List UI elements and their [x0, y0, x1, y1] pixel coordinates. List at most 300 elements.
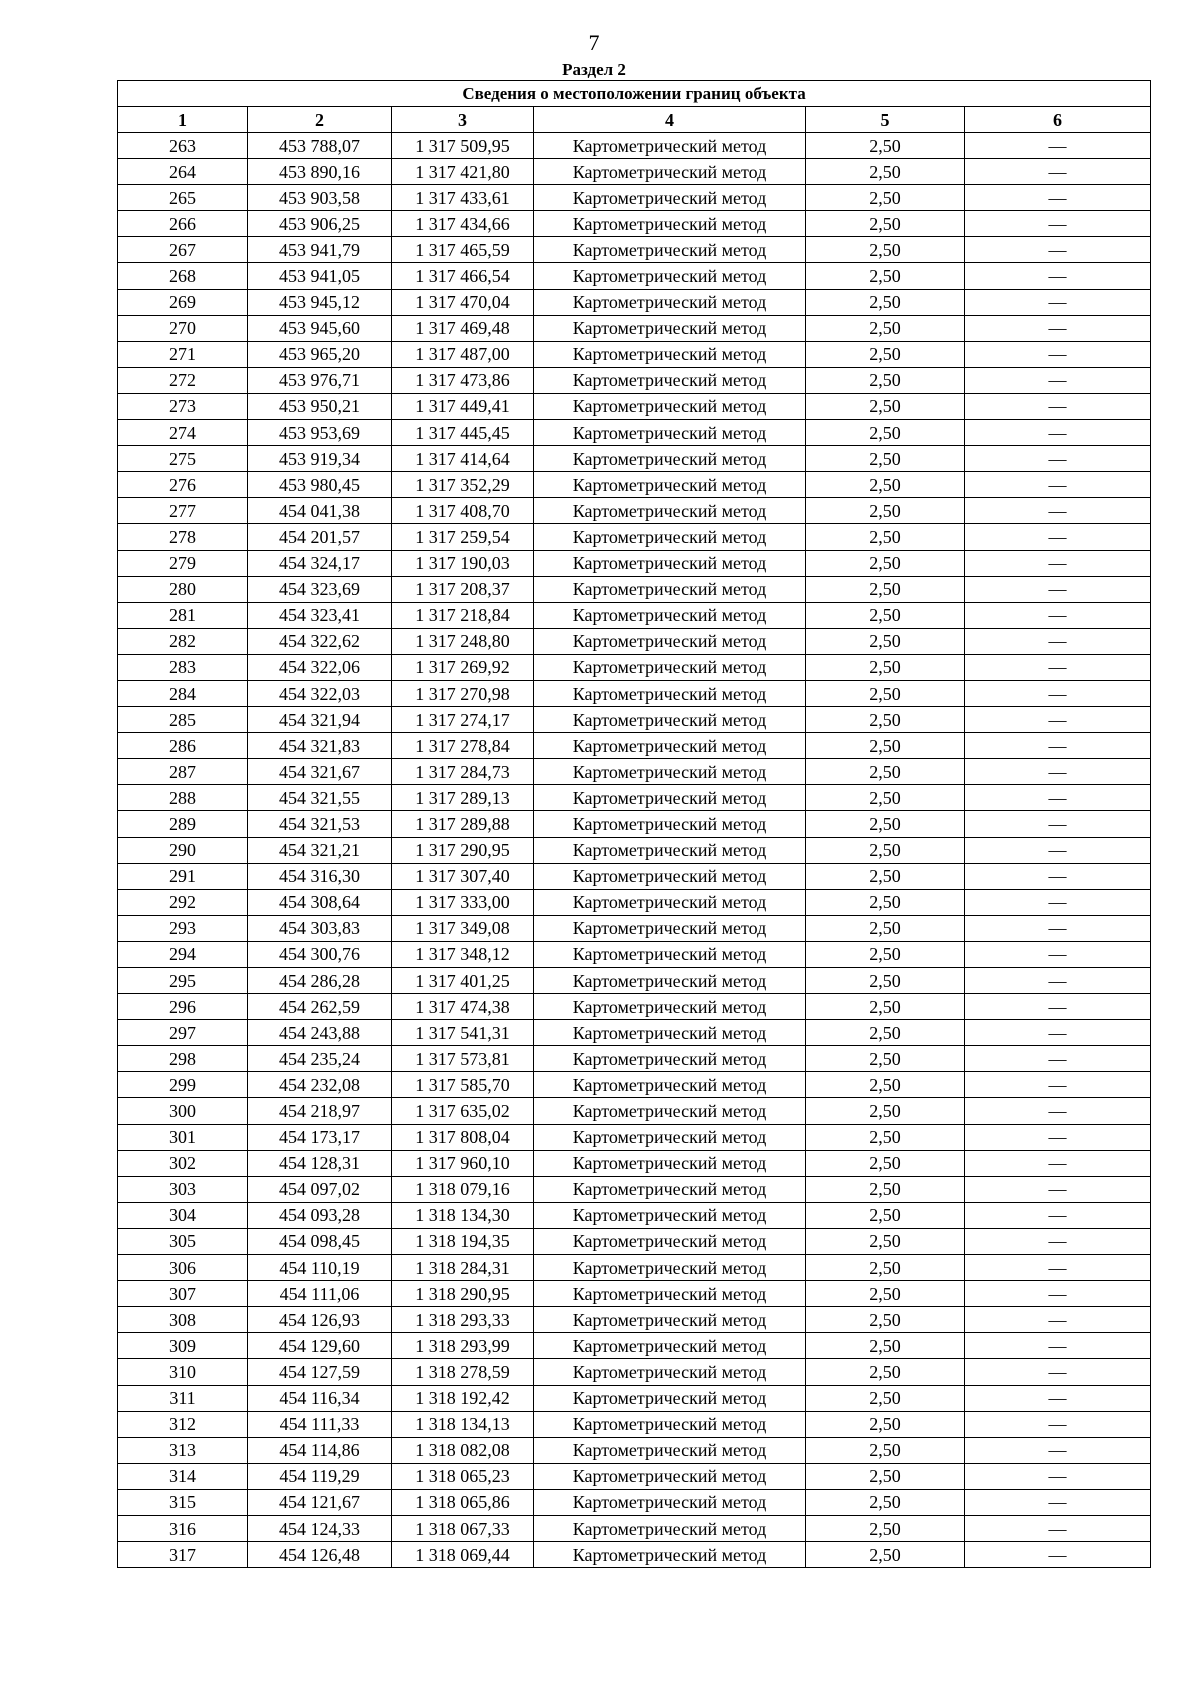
x-coordinate-cell: 454 173,17	[248, 1124, 392, 1150]
method-cell: Картометрический метод	[534, 941, 806, 967]
point-number-cell: 304	[118, 1202, 248, 1228]
method-cell: Картометрический метод	[534, 863, 806, 889]
table-row	[118, 1020, 1151, 1046]
x-coordinate-cell: 454 321,21	[248, 837, 392, 863]
description-cell: —	[965, 367, 1151, 393]
method-cell: Картометрический метод	[534, 289, 806, 315]
description-cell: —	[965, 1228, 1151, 1254]
accuracy-cell: 2,50	[806, 915, 965, 941]
y-coordinate-cell: 1 318 082,08	[392, 1437, 534, 1463]
accuracy-cell: 2,50	[806, 367, 965, 393]
y-coordinate-cell: 1 317 466,54	[392, 263, 534, 289]
accuracy-cell: 2,50	[806, 863, 965, 889]
description-cell: —	[965, 994, 1151, 1020]
description-cell: —	[965, 1124, 1151, 1150]
x-coordinate-cell: 454 321,55	[248, 785, 392, 811]
y-coordinate-cell: 1 318 134,30	[392, 1202, 534, 1228]
accuracy-cell: 2,50	[806, 1307, 965, 1333]
y-coordinate-cell: 1 317 509,95	[392, 133, 534, 159]
description-cell: —	[965, 628, 1151, 654]
x-coordinate-cell: 454 201,57	[248, 524, 392, 550]
method-cell: Картометрический метод	[534, 498, 806, 524]
x-coordinate-cell: 454 321,67	[248, 759, 392, 785]
section-title: Раздел 2	[562, 60, 626, 79]
description-cell: —	[965, 1489, 1151, 1515]
accuracy-cell: 2,50	[806, 289, 965, 315]
y-coordinate-cell: 1 317 284,73	[392, 759, 534, 785]
y-coordinate-cell: 1 317 470,04	[392, 289, 534, 315]
table-row	[118, 263, 1151, 289]
accuracy-cell: 2,50	[806, 1072, 965, 1098]
table-row	[118, 1255, 1151, 1281]
table-row	[118, 837, 1151, 863]
accuracy-cell: 2,50	[806, 889, 965, 915]
method-cell: Картометрический метод	[534, 628, 806, 654]
y-coordinate-cell: 1 317 348,12	[392, 941, 534, 967]
y-coordinate-cell: 1 317 960,10	[392, 1150, 534, 1176]
method-cell: Картометрический метод	[534, 1228, 806, 1254]
y-coordinate-cell: 1 318 192,42	[392, 1385, 534, 1411]
y-coordinate-cell: 1 317 352,29	[392, 472, 534, 498]
table-row	[118, 1176, 1151, 1202]
table-caption-row	[118, 81, 1151, 107]
description-cell: —	[965, 915, 1151, 941]
accuracy-cell: 2,50	[806, 1202, 965, 1228]
column-header: 5	[806, 107, 965, 133]
x-coordinate-cell: 454 128,31	[248, 1150, 392, 1176]
point-number-cell: 266	[118, 211, 248, 237]
x-coordinate-cell: 453 953,69	[248, 420, 392, 446]
x-coordinate-cell: 454 041,38	[248, 498, 392, 524]
description-cell: —	[965, 420, 1151, 446]
method-cell: Картометрический метод	[534, 707, 806, 733]
y-coordinate-cell: 1 317 401,25	[392, 968, 534, 994]
point-number-cell: 295	[118, 968, 248, 994]
y-coordinate-cell: 1 317 465,59	[392, 237, 534, 263]
table-row	[118, 707, 1151, 733]
y-coordinate-cell: 1 318 065,23	[392, 1463, 534, 1489]
column-header: 6	[965, 107, 1151, 133]
accuracy-cell: 2,50	[806, 1098, 965, 1124]
method-cell: Картометрический метод	[534, 837, 806, 863]
description-cell: —	[965, 1385, 1151, 1411]
accuracy-cell: 2,50	[806, 159, 965, 185]
table-row	[118, 1202, 1151, 1228]
table-row	[118, 863, 1151, 889]
table-row	[118, 1463, 1151, 1489]
method-cell: Картометрический метод	[534, 1411, 806, 1437]
accuracy-cell: 2,50	[806, 1463, 965, 1489]
point-number-cell: 303	[118, 1176, 248, 1202]
method-cell: Картометрический метод	[534, 968, 806, 994]
method-cell: Картометрический метод	[534, 185, 806, 211]
method-cell: Картометрический метод	[534, 602, 806, 628]
method-cell: Картометрический метод	[534, 759, 806, 785]
table-row	[118, 550, 1151, 576]
method-cell: Картометрический метод	[534, 1255, 806, 1281]
accuracy-cell: 2,50	[806, 1255, 965, 1281]
table-row	[118, 1228, 1151, 1254]
point-number-cell: 317	[118, 1542, 248, 1568]
method-cell: Картометрический метод	[534, 367, 806, 393]
method-cell: Картометрический метод	[534, 1176, 806, 1202]
accuracy-cell: 2,50	[806, 1385, 965, 1411]
accuracy-cell: 2,50	[806, 341, 965, 367]
description-cell: —	[965, 1333, 1151, 1359]
point-number-cell: 283	[118, 654, 248, 680]
method-cell: Картометрический метод	[534, 341, 806, 367]
accuracy-cell: 2,50	[806, 550, 965, 576]
method-cell: Картометрический метод	[534, 472, 806, 498]
x-coordinate-cell: 453 945,60	[248, 315, 392, 341]
description-cell: —	[965, 1098, 1151, 1124]
description-cell: —	[965, 472, 1151, 498]
point-number-cell: 281	[118, 602, 248, 628]
point-number-cell: 285	[118, 707, 248, 733]
x-coordinate-cell: 454 321,94	[248, 707, 392, 733]
point-number-cell: 300	[118, 1098, 248, 1124]
method-cell: Картометрический метод	[534, 1124, 806, 1150]
x-coordinate-cell: 453 919,34	[248, 446, 392, 472]
accuracy-cell: 2,50	[806, 1359, 965, 1385]
description-cell: —	[965, 1072, 1151, 1098]
x-coordinate-cell: 453 903,58	[248, 185, 392, 211]
point-number-cell: 279	[118, 550, 248, 576]
y-coordinate-cell: 1 317 307,40	[392, 863, 534, 889]
point-number-cell: 276	[118, 472, 248, 498]
method-cell: Картометрический метод	[534, 315, 806, 341]
x-coordinate-cell: 453 950,21	[248, 393, 392, 419]
method-cell: Картометрический метод	[534, 1542, 806, 1568]
accuracy-cell: 2,50	[806, 420, 965, 446]
table-row	[118, 524, 1151, 550]
point-number-cell: 298	[118, 1046, 248, 1072]
point-number-cell: 264	[118, 159, 248, 185]
table-row	[118, 367, 1151, 393]
y-coordinate-cell: 1 317 585,70	[392, 1072, 534, 1098]
description-cell: —	[965, 1515, 1151, 1541]
y-coordinate-cell: 1 317 474,38	[392, 994, 534, 1020]
x-coordinate-cell: 453 788,07	[248, 133, 392, 159]
method-cell: Картометрический метод	[534, 994, 806, 1020]
y-coordinate-cell: 1 318 134,13	[392, 1411, 534, 1437]
y-coordinate-cell: 1 317 408,70	[392, 498, 534, 524]
accuracy-cell: 2,50	[806, 211, 965, 237]
y-coordinate-cell: 1 318 284,31	[392, 1255, 534, 1281]
accuracy-cell: 2,50	[806, 1176, 965, 1202]
x-coordinate-cell: 453 941,79	[248, 237, 392, 263]
method-cell: Картометрический метод	[534, 237, 806, 263]
accuracy-cell: 2,50	[806, 472, 965, 498]
point-number-cell: 278	[118, 524, 248, 550]
y-coordinate-cell: 1 317 269,92	[392, 654, 534, 680]
accuracy-cell: 2,50	[806, 1046, 965, 1072]
table-head	[118, 81, 1151, 133]
method-cell: Картометрический метод	[534, 1463, 806, 1489]
x-coordinate-cell: 454 119,29	[248, 1463, 392, 1489]
point-number-cell: 316	[118, 1515, 248, 1541]
y-coordinate-cell: 1 317 449,41	[392, 393, 534, 419]
y-coordinate-cell: 1 317 434,66	[392, 211, 534, 237]
accuracy-cell: 2,50	[806, 680, 965, 706]
table-row	[118, 1515, 1151, 1541]
x-coordinate-cell: 454 243,88	[248, 1020, 392, 1046]
y-coordinate-cell: 1 317 248,80	[392, 628, 534, 654]
y-coordinate-cell: 1 317 541,31	[392, 1020, 534, 1046]
point-number-cell: 305	[118, 1228, 248, 1254]
description-cell: —	[965, 1437, 1151, 1463]
accuracy-cell: 2,50	[806, 1228, 965, 1254]
column-header-row	[118, 107, 1151, 133]
y-coordinate-cell: 1 317 259,54	[392, 524, 534, 550]
accuracy-cell: 2,50	[806, 237, 965, 263]
point-number-cell: 290	[118, 837, 248, 863]
accuracy-cell: 2,50	[806, 941, 965, 967]
x-coordinate-cell: 454 322,06	[248, 654, 392, 680]
table-row	[118, 420, 1151, 446]
accuracy-cell: 2,50	[806, 837, 965, 863]
description-cell: —	[965, 498, 1151, 524]
table-row	[118, 994, 1151, 1020]
x-coordinate-cell: 454 114,86	[248, 1437, 392, 1463]
x-coordinate-cell: 454 300,76	[248, 941, 392, 967]
point-number-cell: 273	[118, 393, 248, 419]
point-number-cell: 312	[118, 1411, 248, 1437]
accuracy-cell: 2,50	[806, 811, 965, 837]
table-row	[118, 602, 1151, 628]
x-coordinate-cell: 454 262,59	[248, 994, 392, 1020]
y-coordinate-cell: 1 317 349,08	[392, 915, 534, 941]
y-coordinate-cell: 1 318 067,33	[392, 1515, 534, 1541]
table-row	[118, 968, 1151, 994]
method-cell: Картометрический метод	[534, 1072, 806, 1098]
table-row	[118, 1489, 1151, 1515]
y-coordinate-cell: 1 317 421,80	[392, 159, 534, 185]
method-cell: Картометрический метод	[534, 446, 806, 472]
table-row	[118, 211, 1151, 237]
x-coordinate-cell: 454 232,08	[248, 1072, 392, 1098]
point-number-cell: 269	[118, 289, 248, 315]
accuracy-cell: 2,50	[806, 133, 965, 159]
y-coordinate-cell: 1 317 573,81	[392, 1046, 534, 1072]
x-coordinate-cell: 453 890,16	[248, 159, 392, 185]
x-coordinate-cell: 454 321,53	[248, 811, 392, 837]
method-cell: Картометрический метод	[534, 1359, 806, 1385]
y-coordinate-cell: 1 317 208,37	[392, 576, 534, 602]
description-cell: —	[965, 159, 1151, 185]
x-coordinate-cell: 453 976,71	[248, 367, 392, 393]
point-number-cell: 307	[118, 1281, 248, 1307]
table-row	[118, 576, 1151, 602]
point-number-cell: 284	[118, 680, 248, 706]
x-coordinate-cell: 454 111,06	[248, 1281, 392, 1307]
description-cell: —	[965, 576, 1151, 602]
table-row	[118, 811, 1151, 837]
point-number-cell: 314	[118, 1463, 248, 1489]
method-cell: Картометрический метод	[534, 576, 806, 602]
description-cell: —	[965, 1463, 1151, 1489]
y-coordinate-cell: 1 318 293,33	[392, 1307, 534, 1333]
point-number-cell: 289	[118, 811, 248, 837]
accuracy-cell: 2,50	[806, 446, 965, 472]
x-coordinate-cell: 453 945,12	[248, 289, 392, 315]
point-number-cell: 296	[118, 994, 248, 1020]
table-row	[118, 680, 1151, 706]
description-cell: —	[965, 1255, 1151, 1281]
y-coordinate-cell: 1 317 190,03	[392, 550, 534, 576]
description-cell: —	[965, 1359, 1151, 1385]
method-cell: Картометрический метод	[534, 211, 806, 237]
point-number-cell: 275	[118, 446, 248, 472]
accuracy-cell: 2,50	[806, 1489, 965, 1515]
table-row	[118, 654, 1151, 680]
point-number-cell: 313	[118, 1437, 248, 1463]
method-cell: Картометрический метод	[534, 1150, 806, 1176]
description-cell: —	[965, 237, 1151, 263]
description-cell: —	[965, 1020, 1151, 1046]
description-cell: —	[965, 524, 1151, 550]
x-coordinate-cell: 454 126,48	[248, 1542, 392, 1568]
accuracy-cell: 2,50	[806, 733, 965, 759]
x-coordinate-cell: 454 303,83	[248, 915, 392, 941]
method-cell: Картометрический метод	[534, 133, 806, 159]
y-coordinate-cell: 1 318 194,35	[392, 1228, 534, 1254]
accuracy-cell: 2,50	[806, 576, 965, 602]
table-row	[118, 1411, 1151, 1437]
table-row	[118, 133, 1151, 159]
point-number-cell: 280	[118, 576, 248, 602]
x-coordinate-cell: 454 316,30	[248, 863, 392, 889]
y-coordinate-cell: 1 317 808,04	[392, 1124, 534, 1150]
point-number-cell: 293	[118, 915, 248, 941]
accuracy-cell: 2,50	[806, 654, 965, 680]
column-header: 1	[118, 107, 248, 133]
description-cell: —	[965, 341, 1151, 367]
method-cell: Картометрический метод	[534, 1046, 806, 1072]
method-cell: Картометрический метод	[534, 420, 806, 446]
x-coordinate-cell: 454 323,69	[248, 576, 392, 602]
x-coordinate-cell: 454 323,41	[248, 602, 392, 628]
description-cell: —	[965, 1150, 1151, 1176]
table-row	[118, 1150, 1151, 1176]
accuracy-cell: 2,50	[806, 1437, 965, 1463]
point-number-cell: 268	[118, 263, 248, 289]
table-row	[118, 1072, 1151, 1098]
x-coordinate-cell: 454 218,97	[248, 1098, 392, 1124]
accuracy-cell: 2,50	[806, 628, 965, 654]
accuracy-cell: 2,50	[806, 1411, 965, 1437]
accuracy-cell: 2,50	[806, 393, 965, 419]
accuracy-cell: 2,50	[806, 185, 965, 211]
table-row	[118, 785, 1151, 811]
y-coordinate-cell: 1 318 293,99	[392, 1333, 534, 1359]
description-cell: —	[965, 863, 1151, 889]
method-cell: Картометрический метод	[534, 889, 806, 915]
description-cell: —	[965, 733, 1151, 759]
table-row	[118, 498, 1151, 524]
table-row	[118, 1124, 1151, 1150]
accuracy-cell: 2,50	[806, 524, 965, 550]
table-row	[118, 941, 1151, 967]
point-number-cell: 274	[118, 420, 248, 446]
method-cell: Картометрический метод	[534, 915, 806, 941]
accuracy-cell: 2,50	[806, 1542, 965, 1568]
description-cell: —	[965, 785, 1151, 811]
x-coordinate-cell: 454 126,93	[248, 1307, 392, 1333]
column-header: 4	[534, 107, 806, 133]
x-coordinate-cell: 454 286,28	[248, 968, 392, 994]
accuracy-cell: 2,50	[806, 1150, 965, 1176]
point-number-cell: 271	[118, 341, 248, 367]
table-row	[118, 1437, 1151, 1463]
point-number-cell: 308	[118, 1307, 248, 1333]
description-cell: —	[965, 446, 1151, 472]
x-coordinate-cell: 454 110,19	[248, 1255, 392, 1281]
description-cell: —	[965, 315, 1151, 341]
table-row	[118, 733, 1151, 759]
table-row	[118, 393, 1151, 419]
point-number-cell: 292	[118, 889, 248, 915]
description-cell: —	[965, 680, 1151, 706]
y-coordinate-cell: 1 318 290,95	[392, 1281, 534, 1307]
method-cell: Картометрический метод	[534, 263, 806, 289]
point-number-cell: 297	[118, 1020, 248, 1046]
y-coordinate-cell: 1 317 469,48	[392, 315, 534, 341]
accuracy-cell: 2,50	[806, 1020, 965, 1046]
description-cell: —	[965, 1411, 1151, 1437]
y-coordinate-cell: 1 317 473,86	[392, 367, 534, 393]
table-row	[118, 1333, 1151, 1359]
x-coordinate-cell: 454 129,60	[248, 1333, 392, 1359]
point-number-cell: 291	[118, 863, 248, 889]
method-cell: Картометрический метод	[534, 1333, 806, 1359]
table-row	[118, 185, 1151, 211]
x-coordinate-cell: 454 124,33	[248, 1515, 392, 1541]
table-row	[118, 915, 1151, 941]
x-coordinate-cell: 454 097,02	[248, 1176, 392, 1202]
table-row	[118, 446, 1151, 472]
y-coordinate-cell: 1 317 433,61	[392, 185, 534, 211]
table-row	[118, 472, 1151, 498]
y-coordinate-cell: 1 317 635,02	[392, 1098, 534, 1124]
point-number-cell: 301	[118, 1124, 248, 1150]
table-row	[118, 1046, 1151, 1072]
y-coordinate-cell: 1 317 278,84	[392, 733, 534, 759]
y-coordinate-cell: 1 318 278,59	[392, 1359, 534, 1385]
accuracy-cell: 2,50	[806, 263, 965, 289]
accuracy-cell: 2,50	[806, 498, 965, 524]
description-cell: —	[965, 1307, 1151, 1333]
method-cell: Картометрический метод	[534, 811, 806, 837]
y-coordinate-cell: 1 318 065,86	[392, 1489, 534, 1515]
table-row	[118, 159, 1151, 185]
x-coordinate-cell: 454 116,34	[248, 1385, 392, 1411]
point-number-cell: 309	[118, 1333, 248, 1359]
column-header: 3	[392, 107, 534, 133]
x-coordinate-cell: 454 322,62	[248, 628, 392, 654]
accuracy-cell: 2,50	[806, 759, 965, 785]
y-coordinate-cell: 1 317 218,84	[392, 602, 534, 628]
description-cell: —	[965, 211, 1151, 237]
description-cell: —	[965, 1202, 1151, 1228]
description-cell: —	[965, 289, 1151, 315]
description-cell: —	[965, 654, 1151, 680]
table-row	[118, 628, 1151, 654]
y-coordinate-cell: 1 318 069,44	[392, 1542, 534, 1568]
point-number-cell: 286	[118, 733, 248, 759]
description-cell: —	[965, 968, 1151, 994]
method-cell: Картометрический метод	[534, 159, 806, 185]
